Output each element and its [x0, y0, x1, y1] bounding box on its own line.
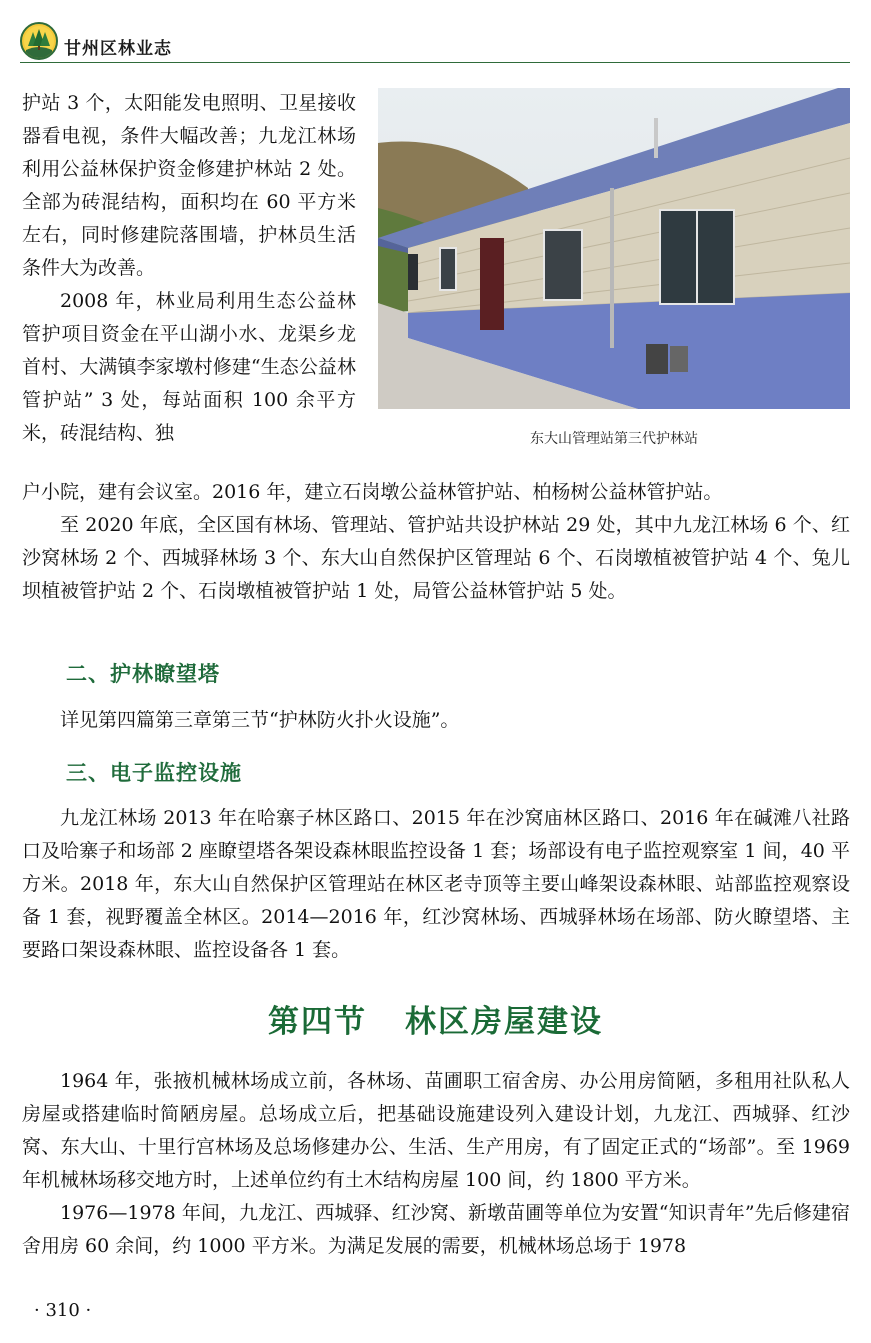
header-divider	[20, 62, 850, 63]
paragraph-1964: 1964 年，张掖机械林场成立前，各林场、苗圃职工宿舍房、办公用房简陋，多租用社队私人房屋或搭建临时简陋房屋。总场成立后，把基础设施建设列入建设计划，九龙江、西城驿、红沙窝、东大山、十里行宫林场及总场修建办公、生活、生产用房，有了固定正式的“场部”。至 1969 年机械林场移交地方时，上述单位约有土木结构房屋 100 间，约 1800 平方米。	[22, 1070, 850, 1191]
paragraph-2020: 至 2020 年底，全区国有林场、管理站、管护站共设护林站 29 处，其中九龙江林场 6 个、红沙窝林场 2 个、西城驿林场 3 个、东大山自然保护区管理站 6 个、石岗墩植被管护站 4 个、兔儿坝植被管护站 2 个、石岗墩植被管护站 1 处，局管公益林管护站 5 处。	[22, 514, 850, 602]
paragraph-continuation: 户小院，建有会议室。2016 年，建立石岗墩公益林管护站、柏杨树公益林管护站。	[22, 481, 723, 503]
ranger-station-photo	[378, 88, 850, 409]
paragraph-2008: 2008 年，林业局利用生态公益林管护项目资金在平山湖小水、龙渠乡龙首村、大满镇李家墩村修建“生态公益林管护站” 3 处，每站面积 100 余平方米，砖混结构、独	[22, 290, 356, 444]
paragraph-1976: 1976—1978 年间，九龙江、西城驿、红沙窝、新墩苗圃等单位为安置“知识青年”先后修建宿舍用房 60 余间，约 1000 平方米。为满足发展的需要，机械林场总场于 1978	[22, 1202, 850, 1257]
paragraph-monitoring: 九龙江林场 2013 年在哈寨子林区路口、2015 年在沙窝庙林区路口、2016 年在碱滩八社路口及哈寨子和场部 2 座瞭望塔各架设森林眼监控设备 1 套；场部设有电子监控观察室 1 间，40 平方米。2018 年，东大山自然保护区管理站在林区老寺顶等主要山峰架设森林眼、站部监控观察设备 1 套，视野覆盖全林区。2014—2016 年，红沙窝林场、西城驿林场在场部、防火瞭望塔、主要路口架设森林眼、监控设备各 1 套。	[22, 807, 850, 961]
chapter-title: 林区房屋建设	[405, 1004, 603, 1040]
section-heading-watchtower: 二、护林瞭望塔	[66, 662, 220, 686]
book-title: 甘州区林业志	[64, 39, 172, 59]
running-header	[20, 22, 850, 62]
section-heading-monitoring: 三、电子监控设施	[66, 761, 242, 785]
chapter-heading	[0, 996, 871, 1041]
paragraph-continued: 护站 3 个，太阳能发电照明、卫星接收器看电视，条件大幅改善；九龙江林场利用公益林保护资金修建护林站 2 处。全部为砖混结构，面积均在 60 平方米左右，同时修建院落围墙，护林员生活条件大为改善。	[22, 92, 356, 279]
top-column-text	[22, 87, 356, 450]
photo-caption: 东大山管理站第三代护林站	[530, 431, 698, 447]
section-2-body	[22, 704, 850, 737]
page-number: · 310 ·	[34, 1300, 92, 1321]
chapter-number: 第四节	[268, 1004, 367, 1040]
chapter-body	[22, 1065, 850, 1263]
body-text-top	[22, 476, 850, 608]
section-3-body	[22, 802, 850, 967]
forest-logo-icon	[20, 22, 58, 60]
paragraph-watchtower: 详见第四篇第三章第三节“护林防火扑火设施”。	[60, 709, 460, 731]
